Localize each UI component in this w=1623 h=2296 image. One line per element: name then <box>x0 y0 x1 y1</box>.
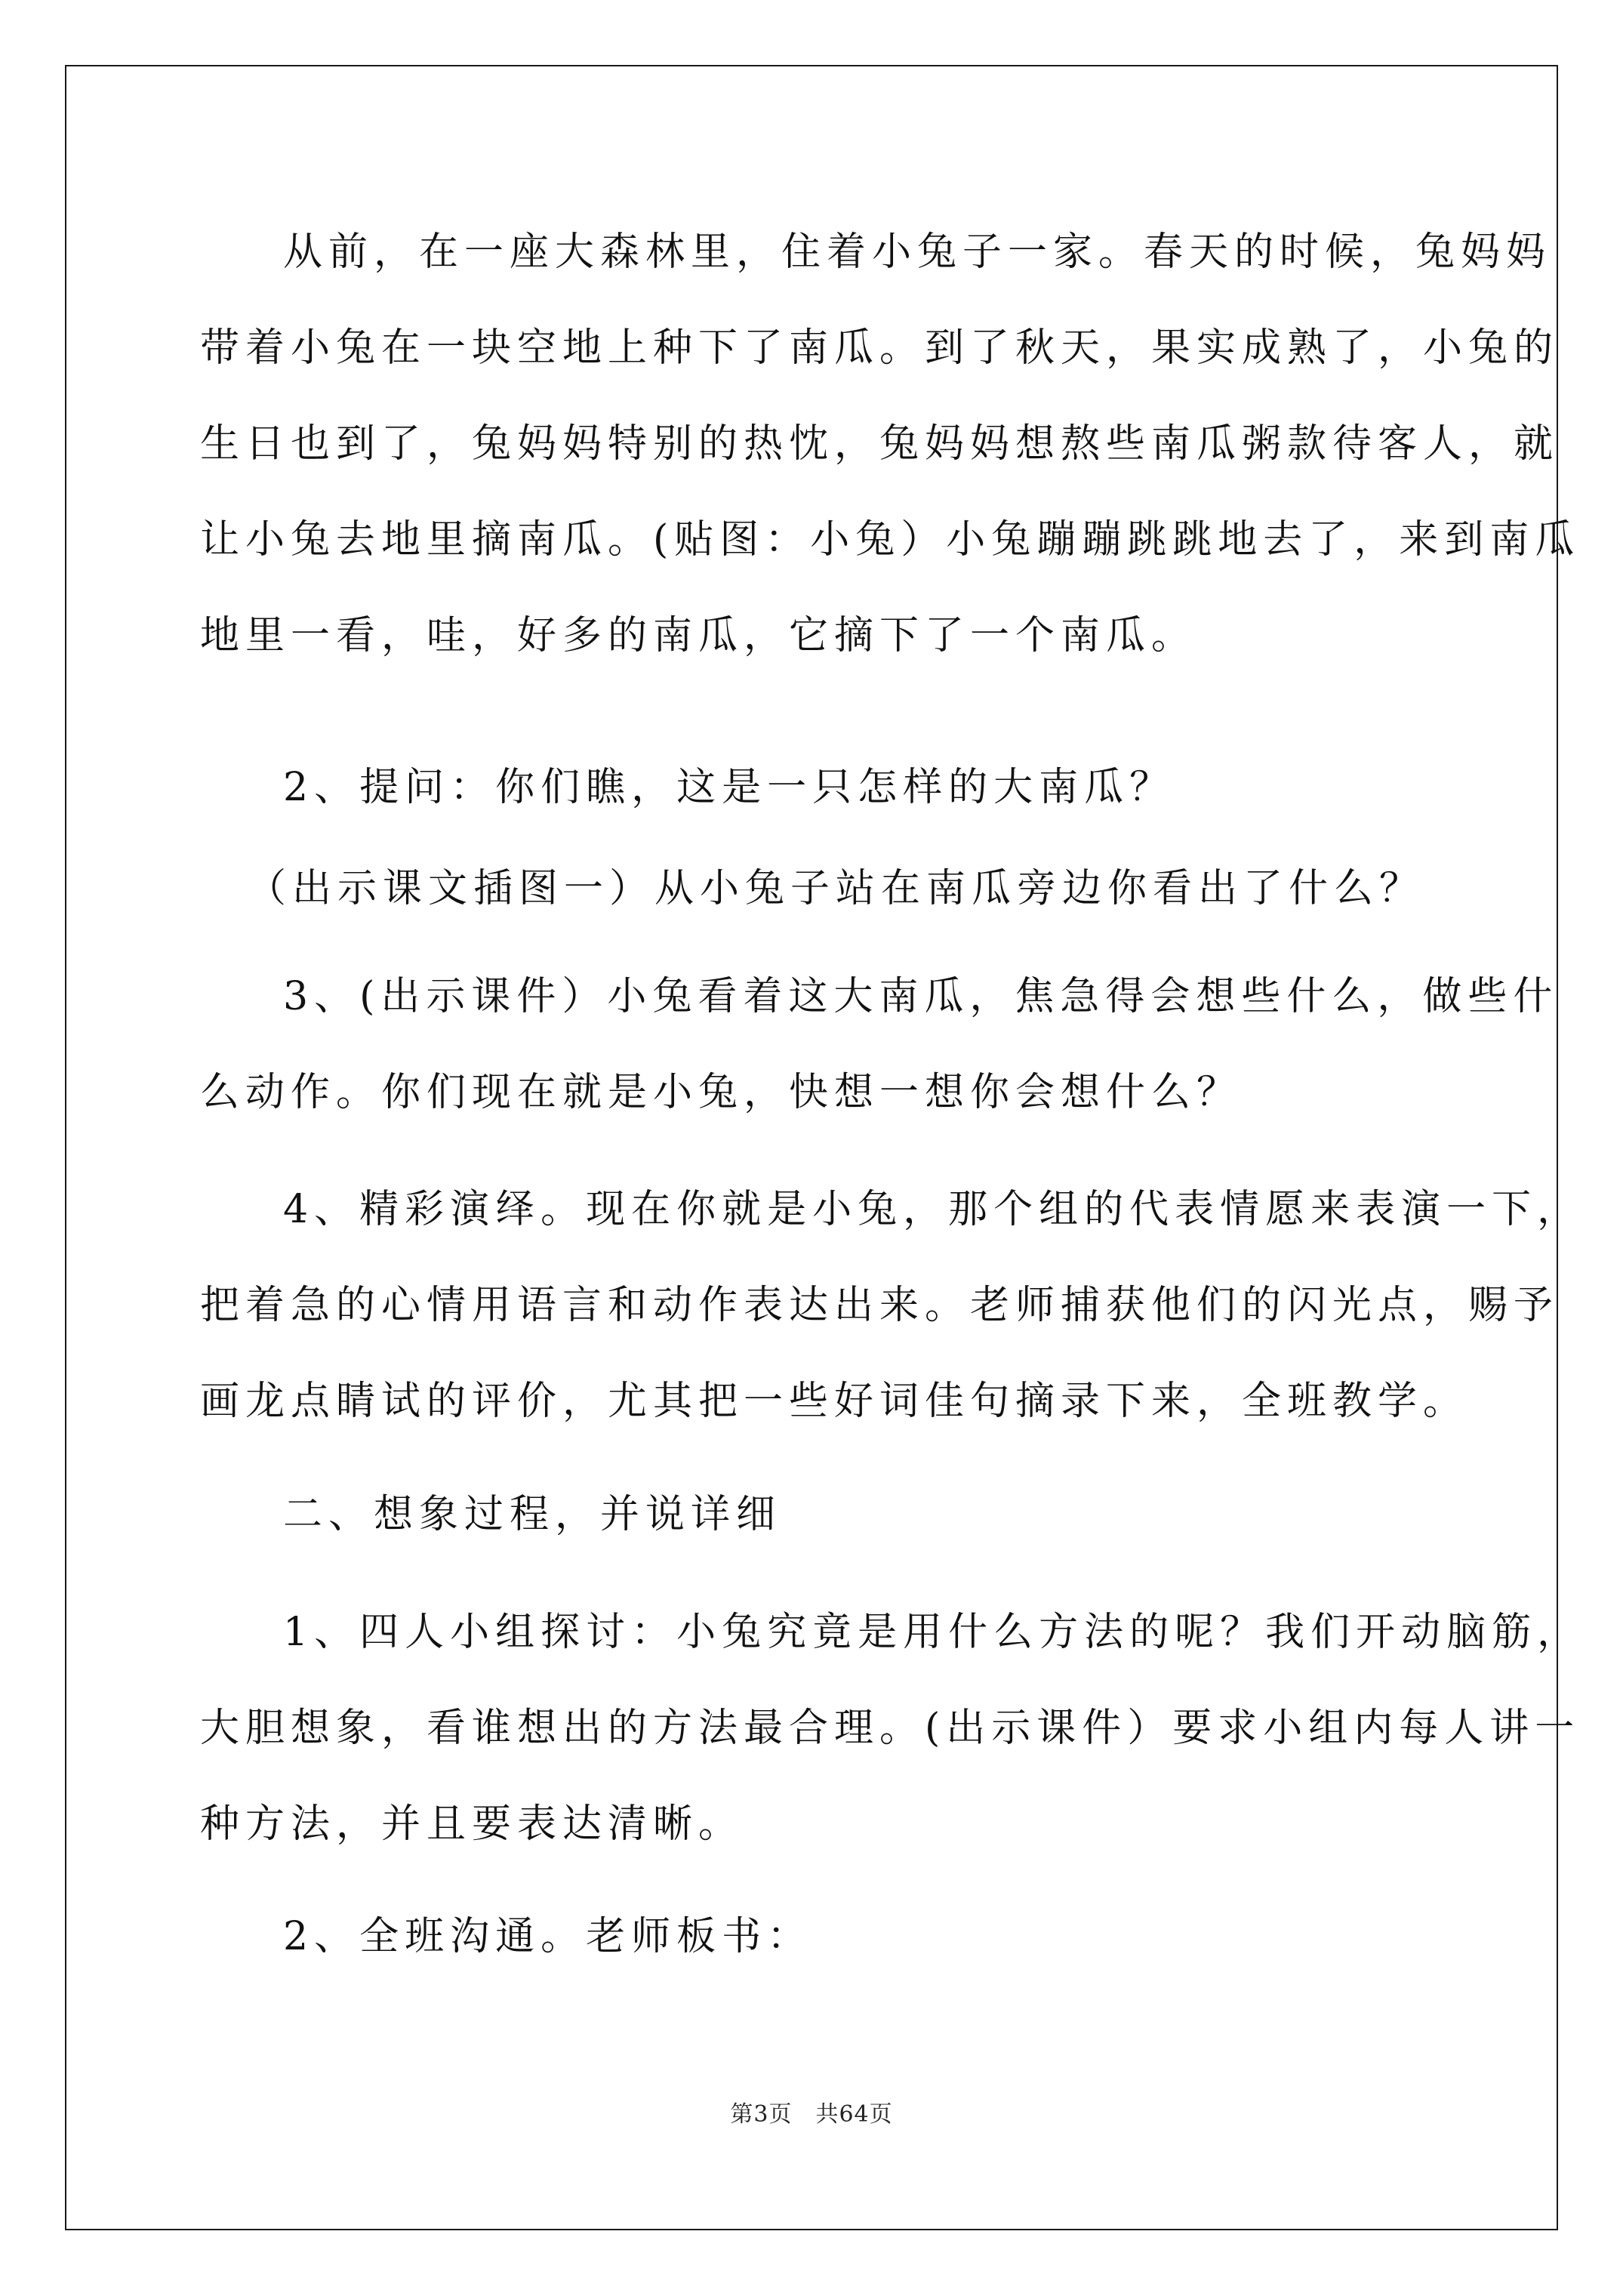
paragraph-line: 带着小兔在一块空地上种下了南瓜。到了秋天，果实成熟了，小兔的 <box>200 325 1560 371</box>
section-heading: 二、想象过程，并说详细 <box>283 1492 782 1537</box>
paragraph-line: 1、四人小组探讨：小兔究竟是用什么方法的呢？我们开动脑筋， <box>283 1610 1583 1655</box>
paragraph-line: 生日也到了，兔妈妈特别的热忱，兔妈妈想熬些南瓜粥款待客人，就 <box>200 421 1560 467</box>
page-number-footer: 第3页 共64页 <box>730 2101 893 2128</box>
paragraph-line: 把着急的心情用语言和动作表达出来。老师捕获他们的闪光点，赐予 <box>200 1283 1560 1328</box>
page-border <box>65 65 1558 2230</box>
paragraph-line: 地里一看，哇，好多的南瓜，它摘下了一个南瓜。 <box>200 613 1197 658</box>
paragraph-line: 4、精彩演绎。现在你就是小兔，那个组的代表情愿来表演一下， <box>283 1187 1583 1232</box>
paragraph-line: （出示课文插图一）从小兔子站在南瓜旁边你看出了什么？ <box>247 866 1425 911</box>
paragraph-line: 画龙点睛试的评价，尤其把一些好词佳句摘录下来，全班教学。 <box>200 1379 1469 1424</box>
paragraph-line: 种方法，并且要表达清晰。 <box>200 1801 744 1847</box>
paragraph-line: 么动作。你们现在就是小兔，快想一想你会想什么？ <box>200 1070 1243 1115</box>
paragraph-line: 大胆想象，看谁想出的方法最合理。(出示课件）要求小组内每人讲一 <box>200 1706 1581 1751</box>
paragraph-line: 从前，在一座大森林里，住着小兔子一家。春天的时候，兔妈妈 <box>283 230 1552 275</box>
paragraph-line: 让小兔去地里摘南瓜。(贴图：小兔）小兔蹦蹦跳跳地去了，来到南瓜 <box>200 517 1581 562</box>
paragraph-line: 2、全班沟通。老师板书： <box>283 1914 813 1959</box>
paragraph-line: 2、提问：你们瞧，这是一只怎样的大南瓜？ <box>283 765 1175 810</box>
paragraph-line: 3、(出示课件）小兔看着这大南瓜，焦急得会想些什么，做些什 <box>283 974 1559 1019</box>
